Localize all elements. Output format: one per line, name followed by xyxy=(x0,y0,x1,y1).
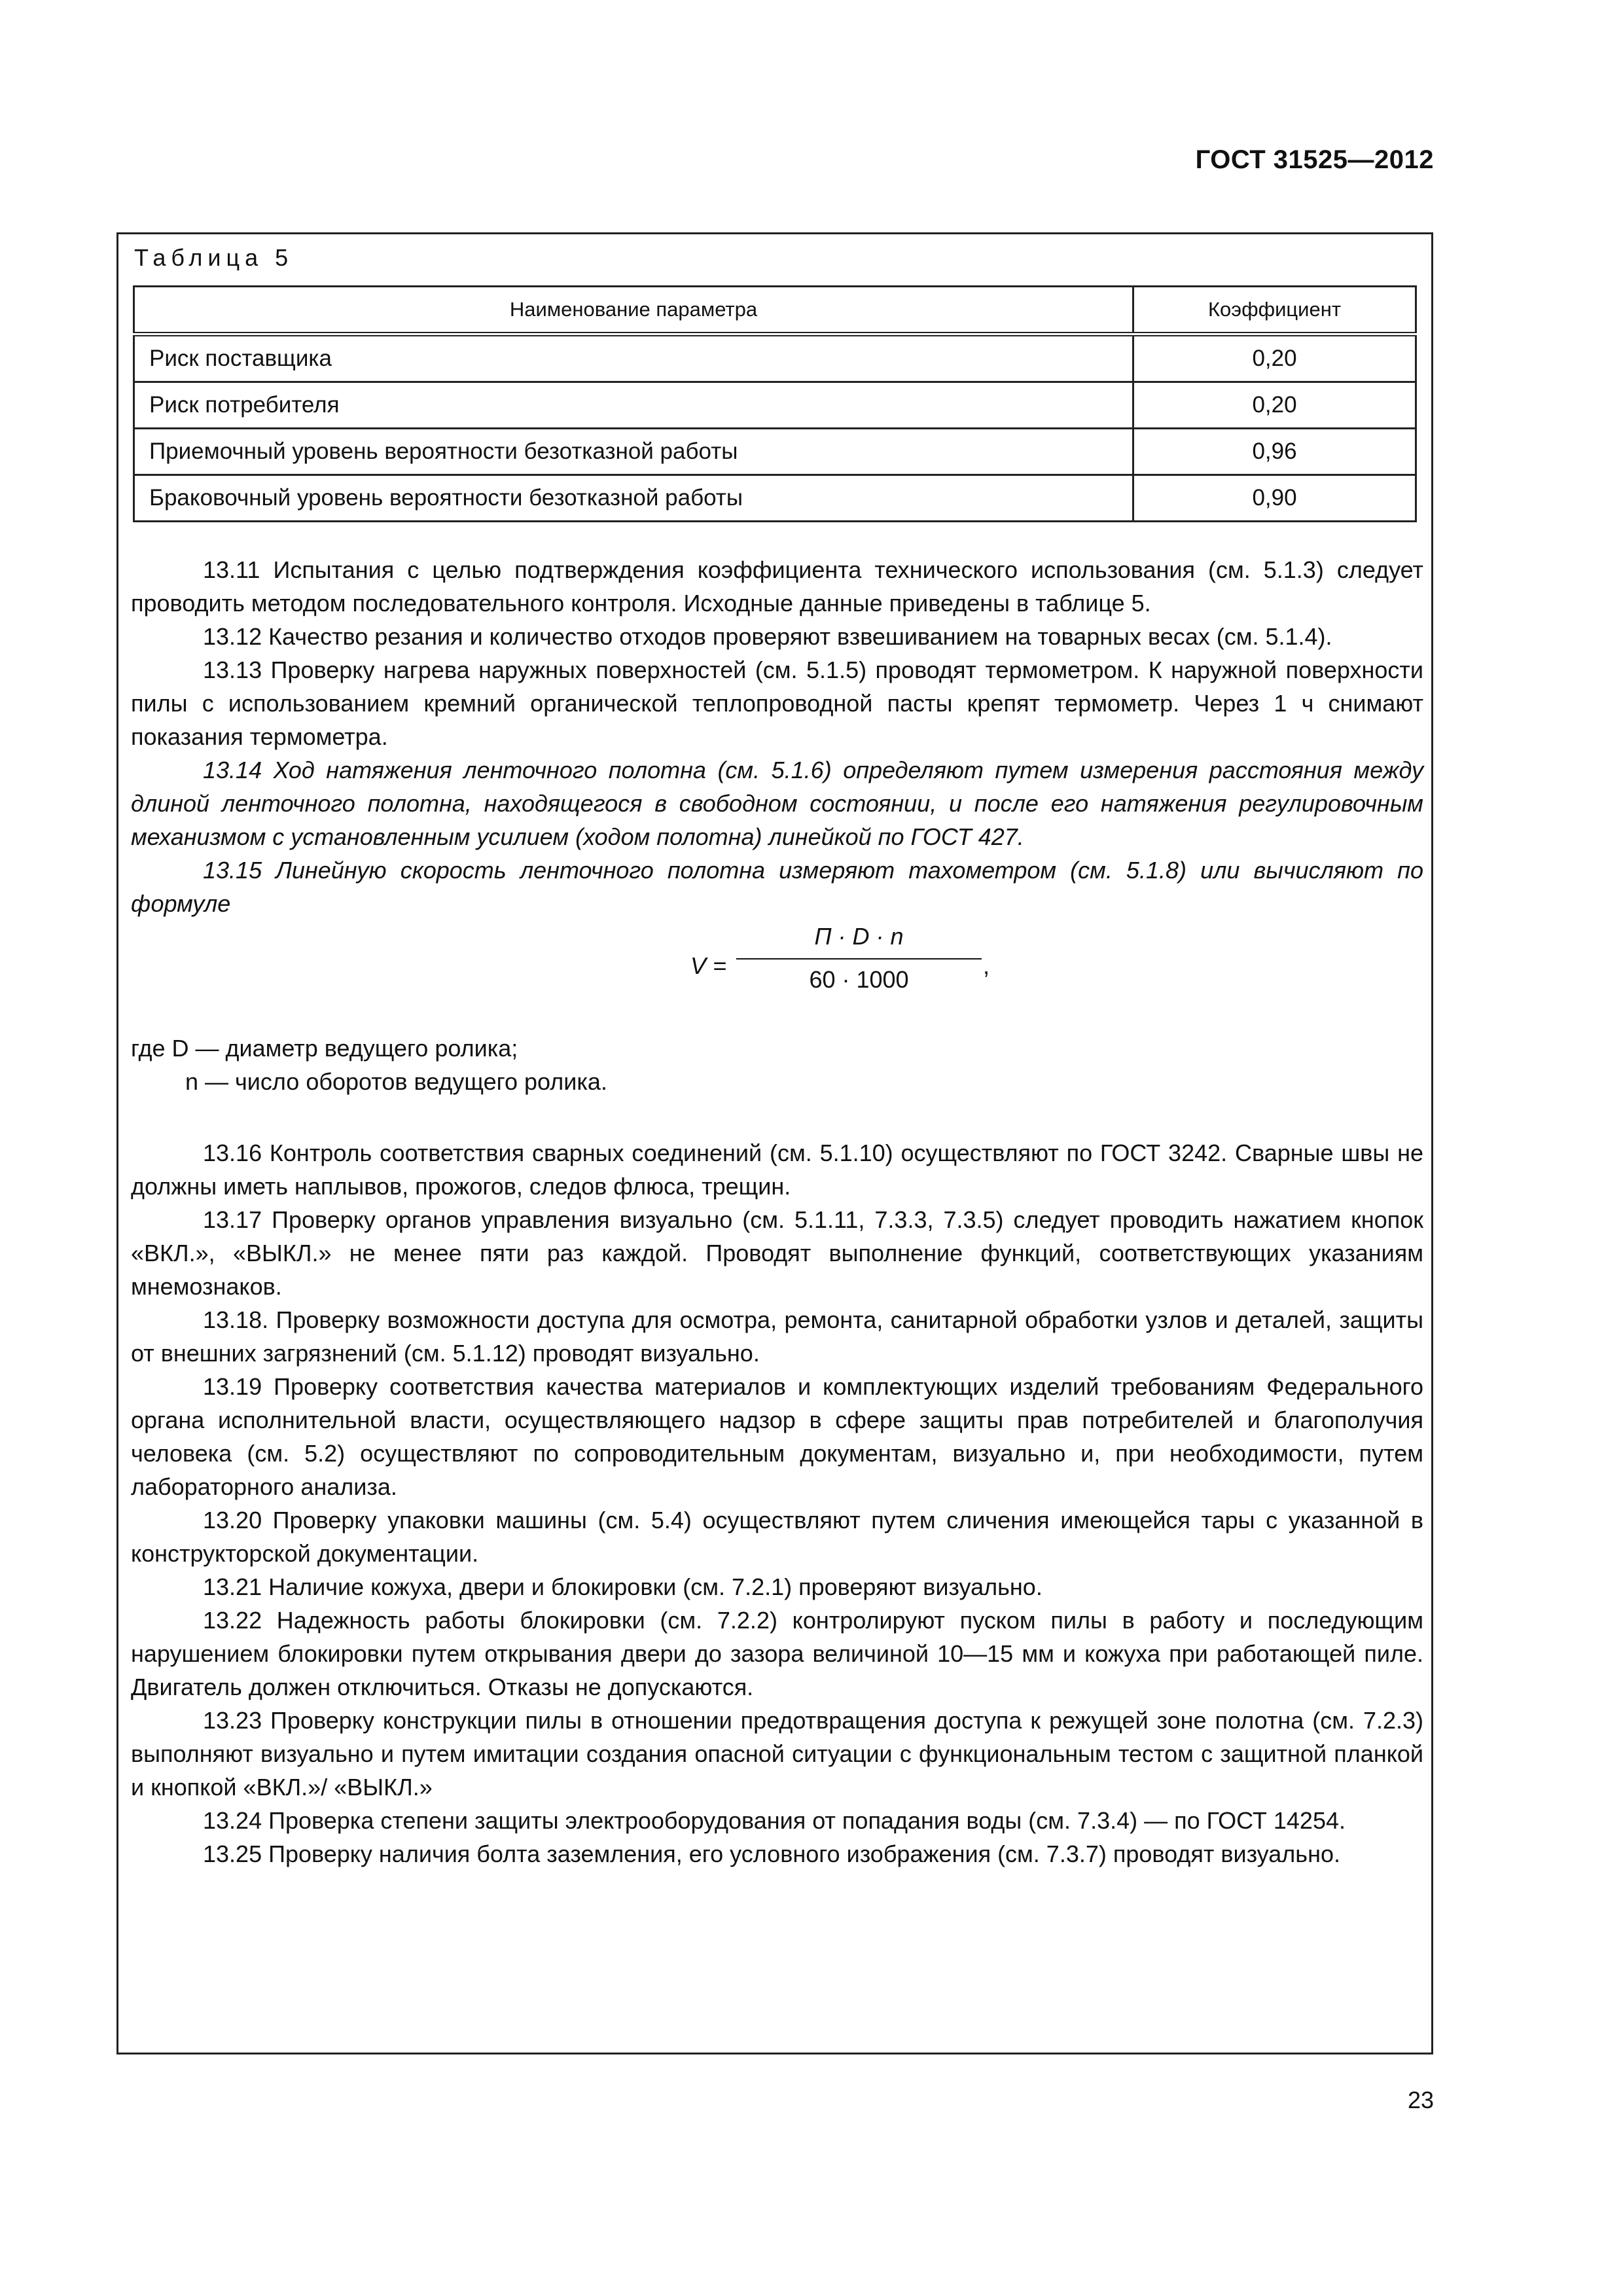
page-number: 23 xyxy=(1407,2087,1434,2113)
table-row xyxy=(134,429,1416,475)
table-row xyxy=(134,334,1416,382)
paragraph-13-20: 13.20 Проверку упаковки машины (см. 5.4) осуществляют путем сличения имеющейся тары с указанной в конструкторской документации. xyxy=(131,1507,1423,1567)
vertical-spacer xyxy=(131,1098,1423,1136)
speed-formula xyxy=(131,920,1423,1031)
body-text xyxy=(131,553,1423,1871)
table-cell-name: Браковочный уровень вероятности безотказной работы xyxy=(134,475,1133,522)
paragraph-13-21: 13.21 Наличие кожуха, двери и блокировки (см. 7.2.1) проверяют визуально. xyxy=(203,1573,1043,1600)
paragraph-13-19: 13.19 Проверку соответствия качества материалов и комплектующих изделий требованиям Федерального органа исполнительной власти, осуществляющего надзор в сфере защиты прав потребителей и благополучия человека (см. 5.2) осуществляют по сопроводительным документам, визуально и, при необходимости, путем лабораторного анализа. xyxy=(131,1373,1423,1500)
paragraph-13-18: 13.18. Проверку возможности доступа для осмотра, ремонта, санитарной обработки узлов и деталей, защиты от внешних загрязнений (см. 5.1.12) проводят визуально. xyxy=(131,1306,1423,1367)
table-header-row xyxy=(134,287,1416,334)
where-line-diameter: где D — диаметр ведущего ролика; xyxy=(131,1035,518,1062)
table-cell-name: Риск поставщика xyxy=(134,334,1133,382)
formula-denominator: 60 · 1000 xyxy=(809,966,909,993)
formula-lhs: V = xyxy=(690,952,727,979)
column-header-parameter: Наименование параметра xyxy=(134,287,1133,334)
table-cell-value: 0,90 xyxy=(1133,475,1416,522)
table-cell-value: 0,20 xyxy=(1133,334,1416,382)
table-row xyxy=(134,475,1416,522)
paragraph-13-16: 13.16 Контроль соответствия сварных соединений (см. 5.1.10) осуществляют по ГОСТ 3242. Сварные швы не должны иметь наплывов, прожогов, следов флюса, трещин. xyxy=(131,1139,1423,1200)
table-cell-name: Приемочный уровень вероятности безотказной работы xyxy=(134,429,1133,475)
paragraph-13-22: 13.22 Надежность работы блокировки (см. 7.2.2) контролируют пуском пилы в работу и последующим нарушением блокировки путем открывания двери до зазора величиной 10—15 мм и кожуха при работающей пиле. Двигатель должен отключиться. Отказы не допускаются. xyxy=(131,1607,1423,1700)
paragraph-13-14: 13.14 Ход натяжения ленточного полотна (см. 5.1.6) определяют путем измерения расстояния между длиной ленточного полотна, находящегося в свободном состоянии, и после его натяжения регулировочным механизмом с установленным усилием (ходом полотна) линейкой по ГОСТ 427. xyxy=(131,757,1423,850)
paragraph-13-11: 13.11 Испытания с целью подтверждения коэффициента технического использования (см. 5.1.3) следует проводить методом последовательного контроля. Исходные данные приведены в таблице 5. xyxy=(131,556,1423,617)
table-cell-name: Риск потребителя xyxy=(134,382,1133,429)
paragraph-13-13: 13.13 Проверку нагрева наружных поверхностей (см. 5.1.5) проводят термометром. К наружной поверхности пилы с использованием кремний органической теплопроводной пасты крепят термометр. Через 1 ч снимают показания термометра. xyxy=(131,656,1423,750)
formula-fraction xyxy=(736,920,982,996)
where-line-revolutions: n — число оборотов ведущего ролика. xyxy=(185,1068,607,1095)
table-row xyxy=(134,382,1416,429)
paragraph-13-25: 13.25 Проверку наличия болта заземления, его условного изображения (см. 7.3.7) проводят визуально. xyxy=(203,1840,1340,1867)
formula-numerator: П · D · n xyxy=(814,923,904,950)
column-header-coefficient: Коэффициент xyxy=(1133,287,1416,334)
paragraph-13-24: 13.24 Проверка степени защиты электрооборудования от попадания воды (см. 7.3.4) — по ГОСТ 14254. xyxy=(203,1807,1346,1834)
formula-trailing-comma: , xyxy=(983,952,990,979)
paragraph-13-17: 13.17 Проверку органов управления визуально (см. 5.1.11, 7.3.3, 7.3.5) следует проводить нажатием кнопок «ВКЛ.», «ВЫКЛ.» не менее пяти раз каждой. Проводят выполнение функций, соответствующих указаниям мнемознаков. xyxy=(131,1206,1423,1300)
table-cell-value: 0,96 xyxy=(1133,429,1416,475)
paragraph-13-23: 13.23 Проверку конструкции пилы в отношении предотвращения доступа к режущей зоне полотна (см. 7.2.3) выполняют визуально и путем имитации создания опасной ситуации с функциональным тестом с защитной планкой и кнопкой «ВКЛ.»/ «ВЫКЛ.» xyxy=(131,1707,1423,1801)
table-caption: Таблица 5 xyxy=(134,244,294,271)
parameters-table xyxy=(133,285,1417,522)
document-code: ГОСТ 31525—2012 xyxy=(1195,145,1434,174)
fraction-bar xyxy=(736,958,982,960)
paragraph-13-15: 13.15 Линейную скорость ленточного полотна измеряют тахометром (см. 5.1.8) или вычисляют по формуле xyxy=(131,857,1423,917)
table-cell-value: 0,20 xyxy=(1133,382,1416,429)
paragraph-13-12: 13.12 Качество резания и количество отходов проверяют взвешиванием на товарных весах (см. 5.1.4). xyxy=(203,623,1332,650)
